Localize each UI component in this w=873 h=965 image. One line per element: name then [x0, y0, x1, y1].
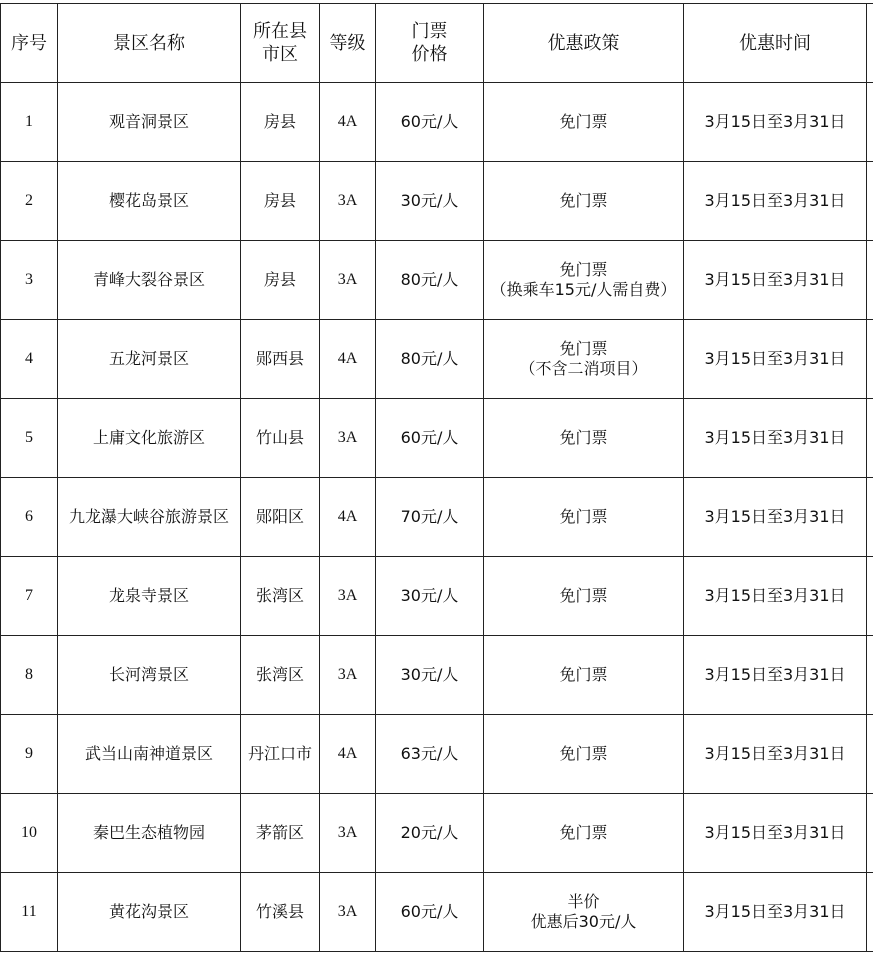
- header-index: [1, 4, 58, 83]
- header-line: 门票: [411, 21, 448, 42]
- policy-line: （不含二消项目）: [519, 359, 648, 378]
- cell-index: 7: [1, 557, 58, 636]
- cell-index: 5: [1, 399, 58, 478]
- cell-level: 4A: [320, 83, 376, 162]
- cell-discount-policy: [484, 399, 684, 478]
- cell-ticket-price: 20元/人: [376, 794, 484, 873]
- cell-scenic-name: 秦巴生态植物园: [58, 794, 241, 873]
- cell-county: 房县: [241, 241, 320, 320]
- cell-discount-policy: [484, 873, 684, 952]
- header-level: [320, 4, 376, 83]
- cell-discount-period: 3月15日至3月31日: [684, 873, 867, 952]
- cell-index: 8: [1, 636, 58, 715]
- cell-level: 3A: [320, 636, 376, 715]
- header-ticket-price: [376, 4, 484, 83]
- cell-discount-period: 3月15日至3月31日: [684, 241, 867, 320]
- cell-scenic-name: 龙泉寺景区: [58, 557, 241, 636]
- cell-county: 竹溪县: [241, 873, 320, 952]
- policy-line: 免门票: [559, 586, 608, 605]
- cell-level: 4A: [320, 478, 376, 557]
- policy-line: 免门票: [559, 507, 608, 526]
- cell-scenic-name: 长河湾景区: [58, 636, 241, 715]
- cell-level: 3A: [320, 557, 376, 636]
- cell-level: 3A: [320, 399, 376, 478]
- cell-extra: [867, 557, 873, 636]
- cell-ticket-price: 60元/人: [376, 873, 484, 952]
- table-row: [1, 715, 873, 794]
- cell-ticket-price: 30元/人: [376, 636, 484, 715]
- cell-discount-period: 3月15日至3月31日: [684, 794, 867, 873]
- header-line: 景区名称: [113, 32, 185, 54]
- policy-line: （换乘车15元/人需自费）: [490, 280, 677, 299]
- cell-index: 6: [1, 478, 58, 557]
- cell-ticket-price: 60元/人: [376, 83, 484, 162]
- cell-level: 3A: [320, 794, 376, 873]
- cell-level: 3A: [320, 241, 376, 320]
- cell-discount-period: 3月15日至3月31日: [684, 478, 867, 557]
- policy-line: 免门票: [559, 112, 608, 131]
- header-discount-period: [684, 4, 867, 83]
- cell-index: 11: [1, 873, 58, 952]
- header-county: [241, 4, 320, 83]
- policy-line: 免门票: [559, 744, 608, 763]
- cell-extra: [867, 794, 873, 873]
- cell-discount-period: 3月15日至3月31日: [684, 83, 867, 162]
- cell-discount-policy: [484, 557, 684, 636]
- cell-extra: [867, 636, 873, 715]
- table-row: [1, 399, 873, 478]
- header-line: 优惠时间: [739, 32, 811, 54]
- cell-discount-period: 3月15日至3月31日: [684, 715, 867, 794]
- header-extra: [867, 4, 873, 83]
- policy-line: 半价: [567, 892, 600, 911]
- cell-discount-policy: [484, 320, 684, 399]
- cell-discount-policy: [484, 162, 684, 241]
- cell-discount-policy: [484, 636, 684, 715]
- cell-scenic-name: 九龙瀑大峡谷旅游景区: [58, 478, 241, 557]
- table-row: [1, 478, 873, 557]
- policy-line: 优惠后30元/人: [530, 912, 637, 931]
- header-scenic-name: [58, 4, 241, 83]
- cell-discount-period: 3月15日至3月31日: [684, 320, 867, 399]
- table-row: [1, 794, 873, 873]
- header-line: 序号: [11, 32, 47, 54]
- cell-discount-policy: [484, 83, 684, 162]
- cell-level: 3A: [320, 162, 376, 241]
- cell-scenic-name: 武当山南神道景区: [58, 715, 241, 794]
- cell-level: 4A: [320, 715, 376, 794]
- cell-scenic-name: 上庸文化旅游区: [58, 399, 241, 478]
- cell-extra: [867, 83, 873, 162]
- table-row: [1, 636, 873, 715]
- cell-index: 2: [1, 162, 58, 241]
- policy-line: 免门票: [559, 665, 608, 684]
- cell-ticket-price: 80元/人: [376, 320, 484, 399]
- cell-county: 丹江口市: [241, 715, 320, 794]
- cell-scenic-name: 黄花沟景区: [58, 873, 241, 952]
- cell-level: 4A: [320, 320, 376, 399]
- scenic-discount-table: [0, 3, 873, 952]
- table-row: [1, 241, 873, 320]
- cell-extra: [867, 873, 873, 952]
- cell-ticket-price: 60元/人: [376, 399, 484, 478]
- table-row: [1, 320, 873, 399]
- cell-extra: [867, 478, 873, 557]
- cell-ticket-price: 63元/人: [376, 715, 484, 794]
- cell-ticket-price: 80元/人: [376, 241, 484, 320]
- cell-scenic-name: 观音洞景区: [58, 83, 241, 162]
- cell-discount-period: 3月15日至3月31日: [684, 636, 867, 715]
- table-row: [1, 557, 873, 636]
- cell-extra: [867, 241, 873, 320]
- cell-county: 郧阳区: [241, 478, 320, 557]
- policy-line: 免门票: [559, 339, 608, 358]
- table-row: [1, 83, 873, 162]
- header-line: 优惠政策: [547, 32, 620, 54]
- cell-scenic-name: 五龙河景区: [58, 320, 241, 399]
- table-header-row: [1, 4, 873, 83]
- cell-index: 9: [1, 715, 58, 794]
- cell-county: 茅箭区: [241, 794, 320, 873]
- cell-scenic-name: 樱花岛景区: [58, 162, 241, 241]
- table-body: [1, 83, 873, 952]
- cell-discount-policy: [484, 715, 684, 794]
- cell-scenic-name: 青峰大裂谷景区: [58, 241, 241, 320]
- cell-county: 房县: [241, 83, 320, 162]
- cell-extra: [867, 715, 873, 794]
- cell-discount-period: 3月15日至3月31日: [684, 162, 867, 241]
- cell-extra: [867, 399, 873, 478]
- cell-index: 3: [1, 241, 58, 320]
- header-line: 所在县: [253, 21, 307, 42]
- cell-index: 4: [1, 320, 58, 399]
- policy-line: 免门票: [559, 823, 608, 842]
- table-row: [1, 162, 873, 241]
- cell-extra: [867, 320, 873, 399]
- cell-index: 1: [1, 83, 58, 162]
- cell-county: 张湾区: [241, 636, 320, 715]
- cell-discount-period: 3月15日至3月31日: [684, 557, 867, 636]
- header-line: 等级: [329, 32, 366, 54]
- cell-discount-policy: [484, 794, 684, 873]
- cell-ticket-price: 70元/人: [376, 478, 484, 557]
- cell-county: 竹山县: [241, 399, 320, 478]
- policy-line: 免门票: [559, 428, 608, 447]
- table-row: [1, 873, 873, 952]
- header-line: 价格: [411, 44, 448, 65]
- cell-extra: [867, 162, 873, 241]
- cell-level: 3A: [320, 873, 376, 952]
- cell-ticket-price: 30元/人: [376, 557, 484, 636]
- cell-discount-policy: [484, 241, 684, 320]
- cell-ticket-price: 30元/人: [376, 162, 484, 241]
- header-line: 市区: [262, 44, 298, 65]
- cell-county: 房县: [241, 162, 320, 241]
- cell-discount-period: 3月15日至3月31日: [684, 399, 867, 478]
- cell-county: 张湾区: [241, 557, 320, 636]
- cell-discount-policy: [484, 478, 684, 557]
- header-discount-policy: [484, 4, 684, 83]
- policy-line: 免门票: [559, 191, 608, 210]
- cell-county: 郧西县: [241, 320, 320, 399]
- cell-index: 10: [1, 794, 58, 873]
- policy-line: 免门票: [559, 260, 608, 279]
